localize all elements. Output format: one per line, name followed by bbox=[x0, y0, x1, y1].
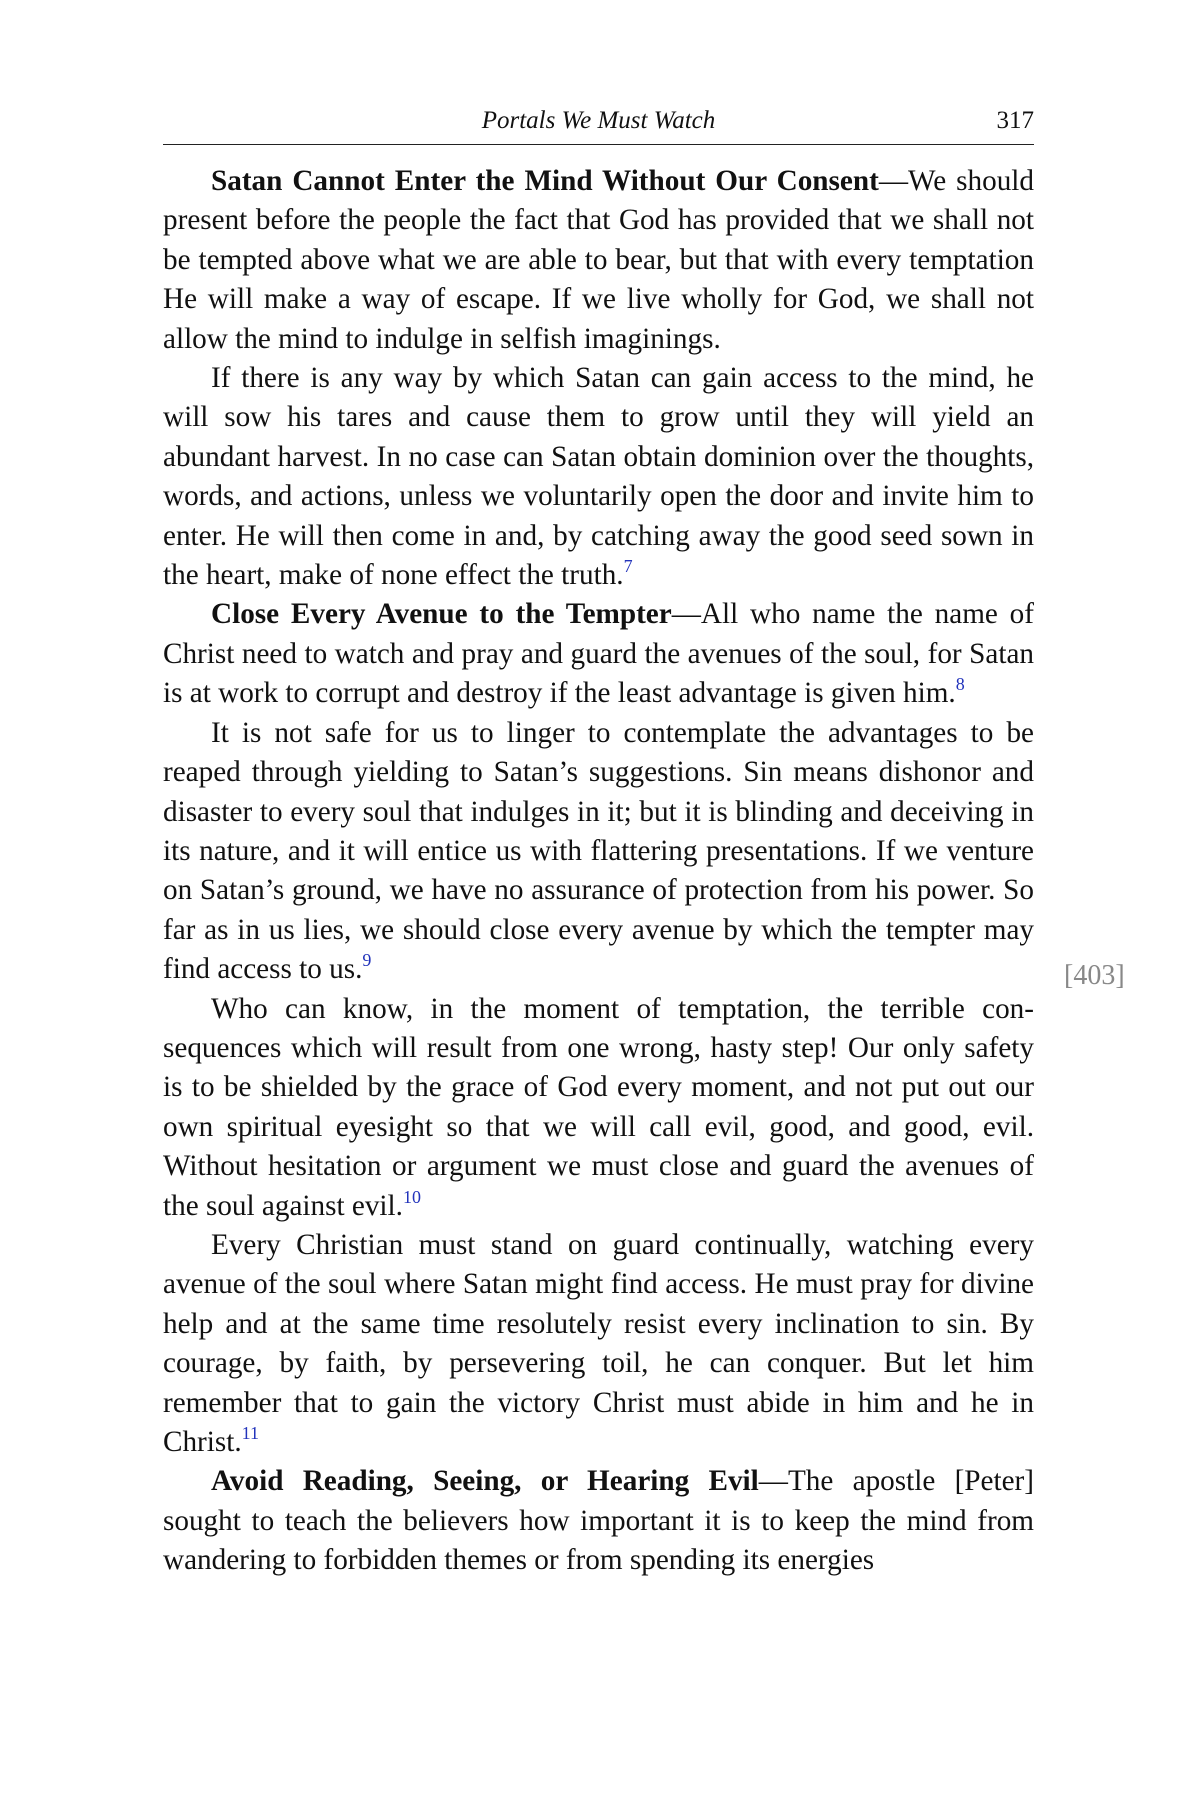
paragraph bbox=[163, 162, 1034, 359]
footnote-ref[interactable]: 11 bbox=[241, 1423, 259, 1443]
paragraph bbox=[163, 714, 1034, 990]
paragraph-text: Who can know, in the moment of temptation, the terrible consequences which will result from one wrong, hasty step! Our only safety is to be shielded by the grace of God every moment, and not put out our own spiritual eyesight so that we will call evil, good, and good, evil. Without hesitation or argument we must close and guard the avenues of the soul against evil. bbox=[163, 992, 1034, 1222]
footnote-ref[interactable]: 7 bbox=[623, 556, 633, 577]
section-heading: Close Every Avenue to the Tempter bbox=[211, 598, 672, 631]
section-heading: Satan Cannot Enter the Mind Without Our Consent bbox=[211, 165, 879, 197]
paragraph bbox=[163, 595, 1034, 713]
paragraph-text: It is not safe for us to linger to contemplate the advantages to be reaped through yielding to Satan’s suggestions. Sin means dishonor and disaster to every soul that indulges in it; but it is blinding and deceiving in its nature, and it will entice us with flattering presentations. If we venture on Satan’s ground, we have no assurance of protection from his power. So far as in us lies, we should close every avenue by which the tempter may find access to us. bbox=[163, 716, 1034, 986]
paragraph-text: —The apostle [Peter] sought to teach the believers how important it is to keep the mind from wandering to forbidden themes or from spending its energies bbox=[163, 1465, 1034, 1577]
book-page bbox=[163, 0, 1034, 1800]
running-title: Portals We Must Watch bbox=[481, 107, 716, 134]
paragraph-text: If there is any way by which Satan can gain access to the mind, he will sow his tares and cause them to grow until they will yield an abundant harvest. In no case can Satan obtain dominion over the thoughts, words, and actions, unless we voluntarily open the door and invite him to enter. He will then come in and, by catching away the good seed sown in the heart, make of none effect the truth. bbox=[163, 362, 1034, 592]
running-header bbox=[163, 104, 1034, 145]
paragraph bbox=[163, 1462, 1034, 1580]
paragraph-text: Every Christian must stand on guard continually, watching every avenue of the soul where Satan might find access. He must pray for divine help and at the same time resolutely resist every inclination to sin. By courage, by faith, by persevering toil, he can conquer. But let him remember that to gain the victory Christ must abide in him and he in Christ. bbox=[163, 1228, 1034, 1458]
paragraph bbox=[163, 1226, 1034, 1462]
footnote-ref[interactable]: 8 bbox=[955, 674, 965, 695]
margin-page-reference: [403] bbox=[1064, 960, 1125, 991]
section-heading: Avoid Reading, Seeing, or Hearing Evil bbox=[211, 1465, 759, 1498]
body-text bbox=[163, 162, 1034, 1581]
footnote-ref[interactable]: 9 bbox=[362, 950, 372, 971]
paragraph bbox=[163, 990, 1034, 1226]
page-number: 317 bbox=[996, 107, 1034, 134]
footnote-ref[interactable]: 10 bbox=[402, 1186, 421, 1207]
paragraph bbox=[163, 359, 1034, 595]
paragraph-text: —We should present before the people the fact that God has provided that we shall not be tempted above what we are able to bear, but that with every temptation He will make a way of escape. If we live wholly for God, we shall not allow the mind to indulge in selfish imaginings. bbox=[163, 165, 1034, 355]
paragraph-text: —All who name the name of Christ need to watch and pray and guard the avenues of the soul, for Satan is at work to corrupt and destroy if the least advantage is given him. bbox=[163, 598, 1034, 710]
